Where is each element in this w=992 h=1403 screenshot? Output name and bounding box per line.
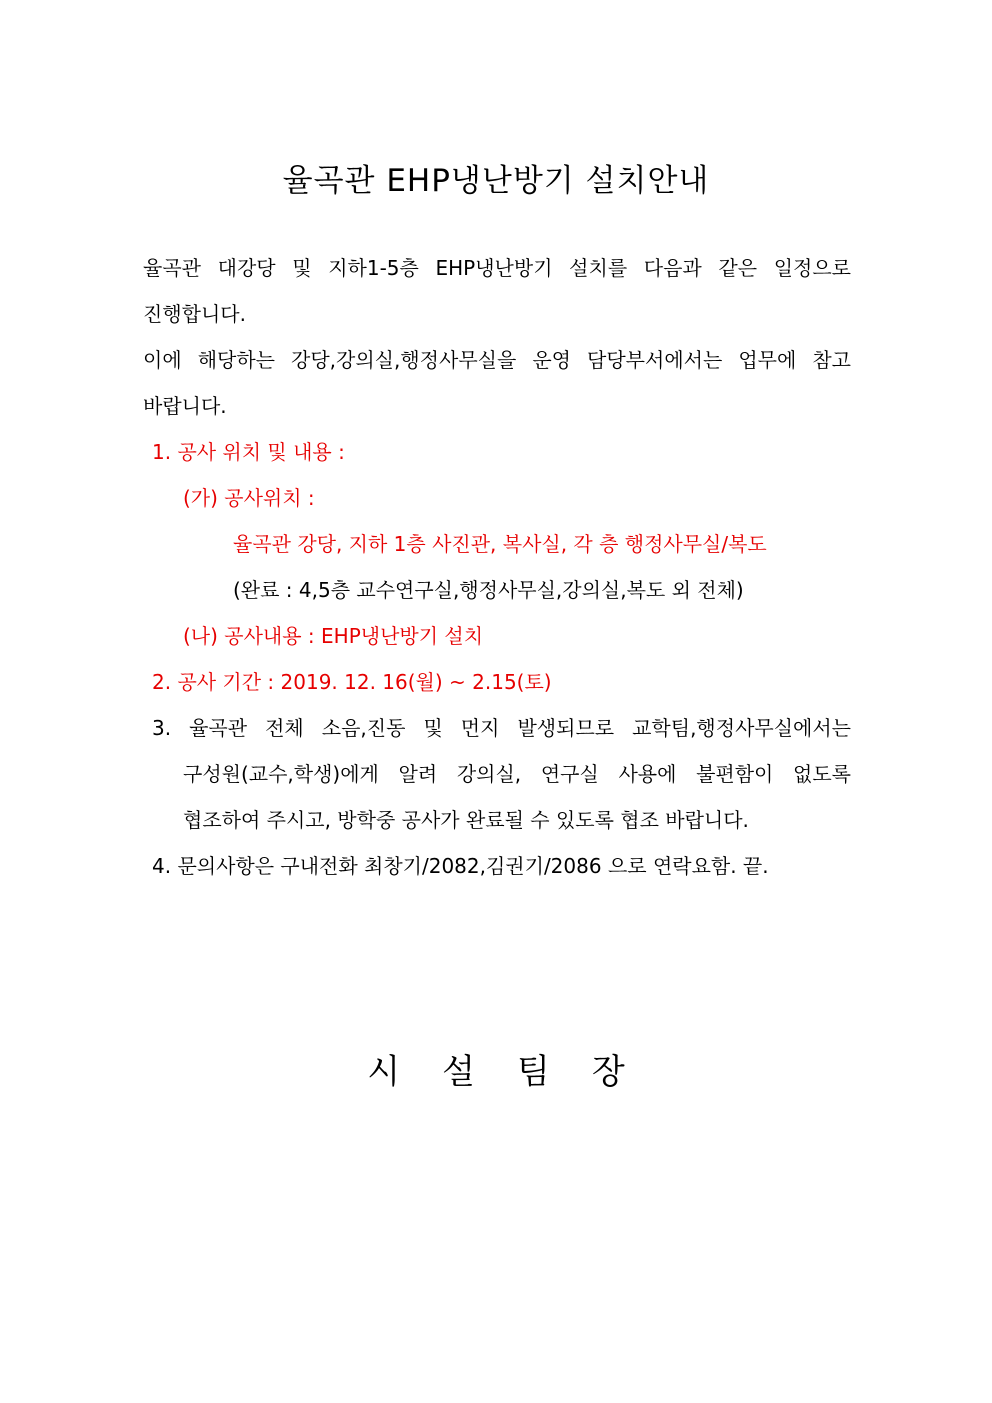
- intro-line-3: 이에 해당하는 강당,강의실,행정사무실을 운영 담당부서에서는 업무에 참고: [143, 348, 851, 372]
- intro-line-2: 진행합니다.: [143, 302, 246, 326]
- item-4-contact: 4. 문의사항은 구내전화 최창기/2082,김권기/2086 으로 연락요함. 끝.: [152, 854, 769, 878]
- item-3-line-3: 협조하여 주시고, 방학중 공사가 완료될 수 있도록 협조 바랍니다.: [183, 808, 749, 832]
- document-title: 율곡관 EHP냉난방기 설치안내: [282, 163, 710, 199]
- item-3-line-2: 구성원(교수,학생)에게 알려 강의실, 연구실 사용에 불편함이 없도록: [183, 762, 851, 786]
- item-1-ga-location: 율곡관 강당, 지하 1층 사진관, 복사실, 각 층 행정사무실/복도: [233, 532, 767, 556]
- signature: 시설팀장: [367, 1052, 667, 1092]
- intro-line-4: 바랍니다.: [143, 394, 227, 418]
- item-1-ga-label: (가) 공사위치 :: [183, 486, 315, 510]
- item-3-line-1: 3. 율곡관 전체 소음,진동 및 먼지 발생되므로 교학팀,행정사무실에서는: [152, 716, 851, 740]
- item-1-heading: 1. 공사 위치 및 내용 :: [152, 440, 345, 464]
- item-2-period: 2. 공사 기간 : 2019. 12. 16(월) ~ 2.15(토): [152, 670, 552, 694]
- intro-line-1: 율곡관 대강당 및 지하1-5층 EHP냉난방기 설치를 다음과 같은 일정으로: [143, 256, 851, 280]
- item-1-na-label: (나) 공사내용 : EHP냉난방기 설치: [183, 624, 484, 648]
- item-1-ga-completed: (완료 : 4,5층 교수연구실,행정사무실,강의실,복도 외 전체): [233, 578, 744, 602]
